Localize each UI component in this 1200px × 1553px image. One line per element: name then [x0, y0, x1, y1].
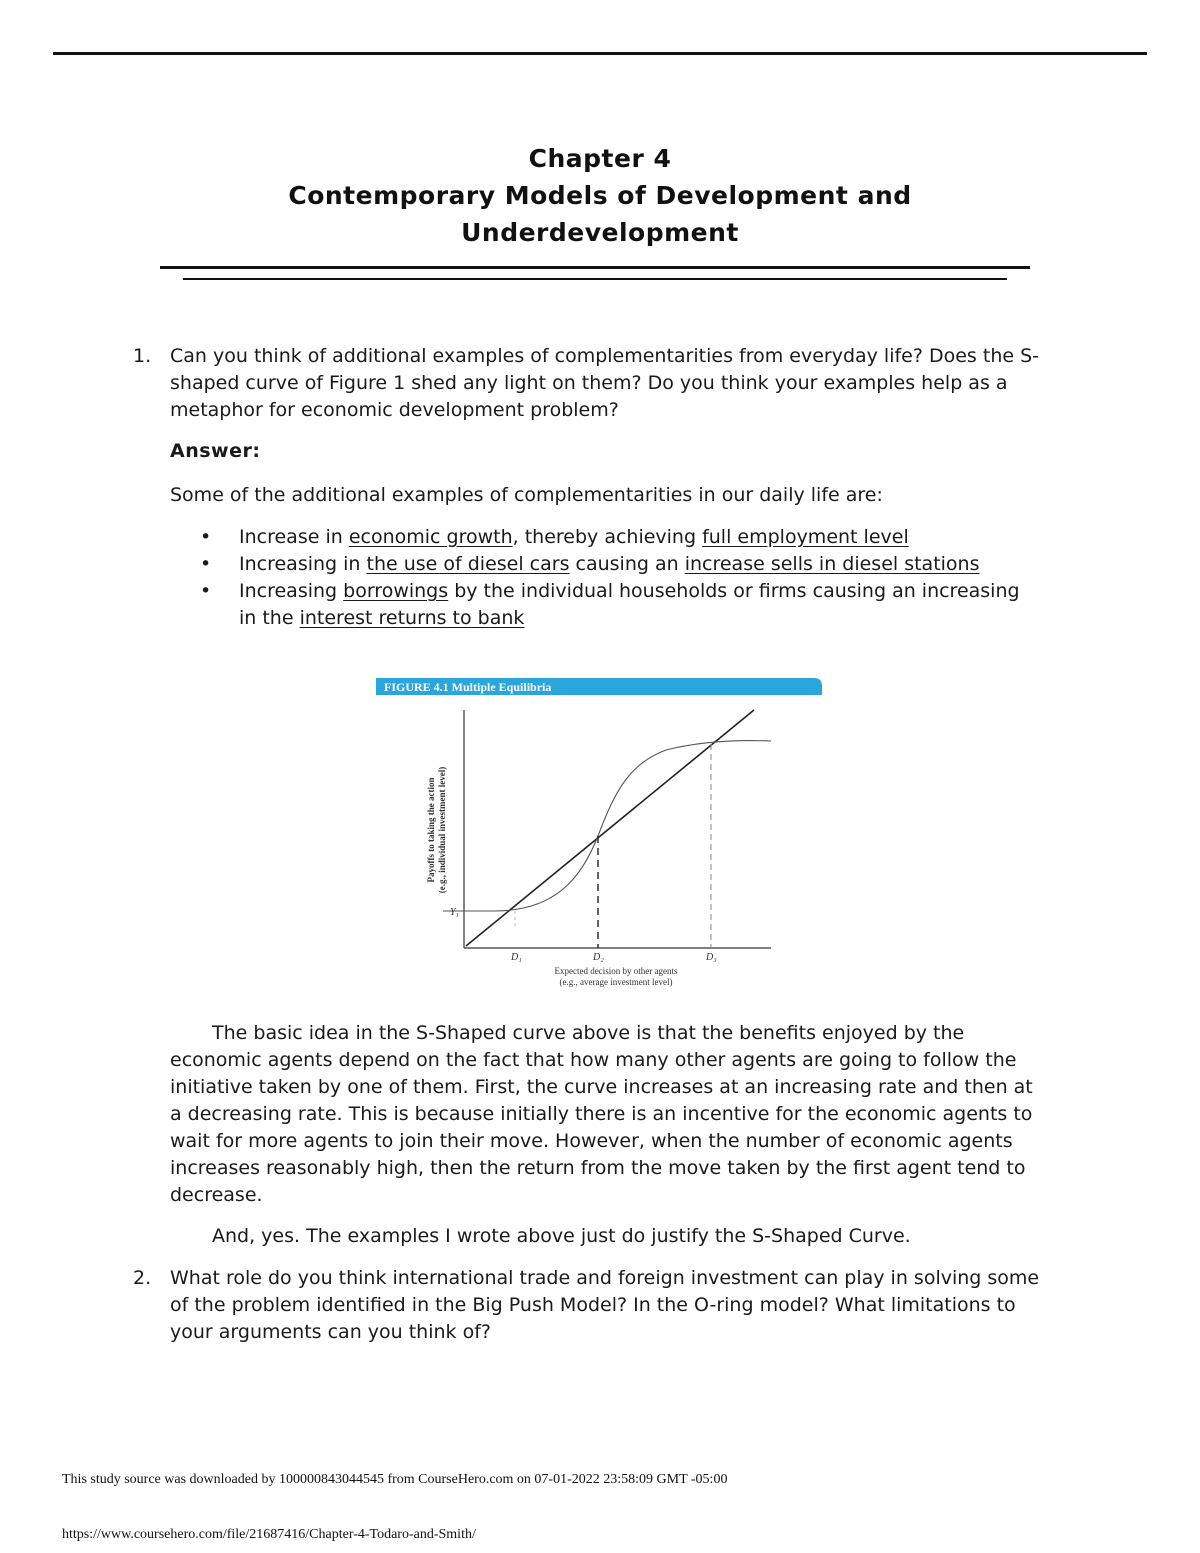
bullet-3-underline-1: borrowings [343, 580, 449, 602]
top-rule [53, 52, 1147, 55]
title-line-3: Underdevelopment [461, 218, 739, 247]
question-2-number: 2. [133, 1267, 152, 1289]
list-item [170, 551, 1030, 578]
list-item [170, 524, 1030, 551]
bullet-2-underline-1: the use of diesel cars [366, 553, 570, 575]
list-item [170, 578, 1030, 632]
answer-intro: Some of the additional examples of complementarities in our daily life are: [170, 484, 883, 506]
bullet-icon: • [200, 553, 212, 575]
bullet-icon: • [200, 526, 212, 548]
examples-list [170, 524, 1030, 632]
x-tick-d3: D₃ [706, 952, 717, 963]
page-title [0, 140, 1200, 251]
bullet-1-underline-2: full employment level [702, 526, 909, 548]
title-line-1: Chapter 4 [528, 144, 672, 173]
x-tick-d1: D₁ [511, 952, 522, 963]
bullet-icon: • [200, 580, 212, 602]
conclusion-paragraph: And, yes. The examples I wrote above just do justify the S-Shaped Curve. [212, 1225, 911, 1247]
bullet-2-underline-2: increase sells in diesel stations [684, 553, 980, 575]
x-tick-d2: D₂ [593, 952, 604, 963]
bullet-1-mid: , thereby achieving [512, 526, 703, 548]
footer-url[interactable]: https://www.coursehero.com/file/21687416/Chapter-4-Todaro-and-Smith/ [62, 1527, 476, 1542]
question-1-text: Can you think of additional examples of complementarities from everyday life? Does the S-shaped curve of Figure 1 shed any light on them? Do you think your examples help as a metaphor for economic development problem? [170, 345, 1040, 421]
title-line-2: Contemporary Models of Development and [288, 181, 912, 210]
bullet-3-mid: by the individual households or firms causing an increasing in the [239, 580, 1020, 629]
answer-label: Answer: [170, 440, 261, 462]
title-rule-bottom [183, 278, 1007, 280]
bullet-1-pre: Increase in [239, 526, 349, 548]
footer-source: This study source was downloaded by 100000843044545 from CourseHero.com on 07-01-2022 23:58:09 GMT -05:00 [62, 1472, 728, 1487]
title-rule-top [160, 266, 1030, 269]
figure-header: FIGURE 4.1 Multiple Equilibria [384, 680, 552, 694]
x-axis-label-1: Expected decision by other agents [554, 966, 678, 976]
y-axis-label-1: Payoffs to taking the action [426, 777, 436, 883]
s-shaped-curve [443, 741, 771, 911]
y-axis-label-2: (e.g., individual investment level) [437, 766, 447, 894]
y-tick-label: Y₁ [450, 907, 460, 918]
question-2-text: What role do you think international trade and foreign investment can play in solving some of the problem identified in the Big Push Model? In the O-ring model? What limitations to your arguments can you think of? [170, 1267, 1040, 1343]
figure-multiple-equilibria [376, 678, 822, 990]
question-2 [133, 1265, 1053, 1346]
bullet-3-pre: Increasing [239, 580, 344, 602]
bullet-2-pre: Increasing in [239, 553, 367, 575]
question-1-number: 1. [133, 345, 152, 367]
x-axis-label-2: (e.g., average investment level) [559, 977, 673, 987]
bullet-2-mid: causing an [569, 553, 685, 575]
bullet-3-underline-2: interest returns to bank [299, 607, 525, 629]
question-1 [133, 343, 1053, 424]
bullet-1-underline-1: economic growth [348, 526, 513, 548]
explanation-paragraph: The basic idea in the S-Shaped curve above is that the benefits enjoyed by the economic agents depend on the fact that how many other agents are going to follow the initiative taken by one of them. First, the curve increases at an increasing rate and then at a decreasing rate. This is because initially there is an incentive for the economic agents to wait for more agents to join their move. However, when the number of economic agents increases reasonably high, then the return from the move taken by the first agent tend to decrease. [170, 1022, 1033, 1206]
